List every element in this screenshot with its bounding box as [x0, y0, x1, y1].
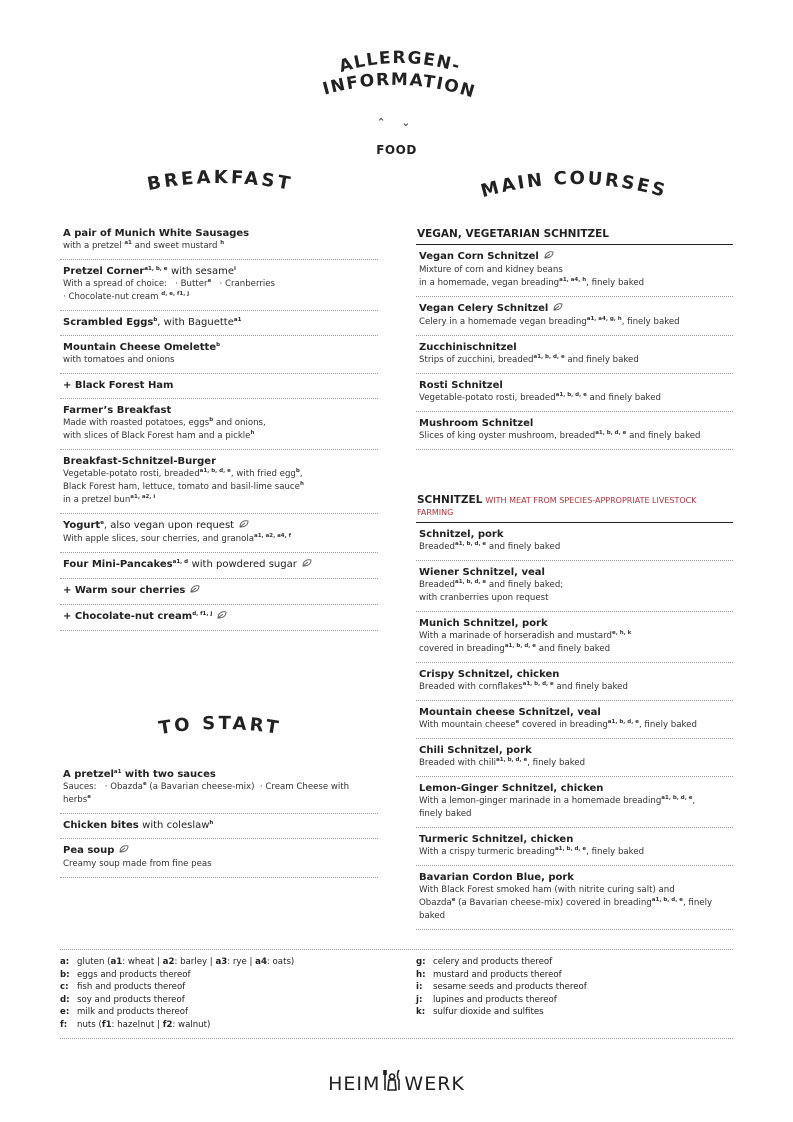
legend-key: c: — [60, 982, 69, 993]
vegan-section — [416, 228, 733, 450]
item-description: Breaded with chili$^{a1, b, d, e}$, finely baked — [419, 757, 586, 768]
chef-figure-icon — [381, 1068, 403, 1092]
breakfast-item — [60, 399, 378, 450]
breakfast-item — [60, 450, 378, 514]
meat-schnitzel-item — [416, 663, 733, 701]
item-description: Breaded with cornflakes$^{a1, b, d, e}$ and finely baked — [419, 681, 628, 692]
legend-key: d: — [60, 994, 70, 1005]
item-name: Four Mini-Pancakes$^{a1, d}$ with powdered sugar — [63, 558, 378, 572]
item-name: Lemon-Ginger Schnitzel, chicken — [419, 783, 604, 794]
meat-section-title: SCHNITZEL WITH MEAT FROM SPECIES-APPROPRIATE LIVESTOCK FARMING — [416, 494, 733, 523]
item-name: + Black Forest Ham — [63, 380, 174, 391]
item-name: Vegan Celery Schnitzel — [419, 302, 733, 316]
item-description: Slices of king oyster mushroom, breaded$^{a1, b, d, e}$ and finely baked — [419, 430, 701, 441]
item-name: A pair of Munich White Sausages — [63, 228, 250, 239]
vegan-schnitzel-item — [416, 412, 733, 450]
allergen-legend — [60, 949, 733, 1039]
legend-entry — [416, 969, 587, 982]
legend-text: sesame seeds and products thereof — [433, 982, 587, 993]
breakfast-item — [60, 260, 378, 311]
legend-entry — [60, 981, 294, 994]
meat-section — [416, 494, 733, 930]
svg-text:MAIN COURSES: MAIN COURSES — [478, 167, 670, 203]
item-name: Crispy Schnitzel, chicken — [419, 669, 560, 680]
breakfast-item — [60, 336, 378, 374]
vegan-section-title: VEGAN, VEGETARIAN SCHNITZEL — [416, 228, 733, 245]
item-description: Vegetable-potato rosti, breaded$^{a1, b, d, e}$ and finely baked — [419, 392, 661, 403]
legend-entry — [60, 1006, 294, 1019]
legend-key: a: — [60, 957, 70, 967]
leaf-icon — [544, 251, 554, 264]
item-description: Strips of zucchini, breaded$^{a1, b, d, e}$ and finely baked — [419, 354, 639, 365]
breakfast-item — [60, 311, 378, 336]
item-description: With a crispy turmeric breading$^{a1, b, d, e}$, finely baked — [419, 846, 645, 857]
legend-entry — [60, 956, 294, 969]
legend-key: i: — [416, 982, 423, 993]
item-description: With apple slices, sour cherries, and granola$^{a1, a2, a4, f}$ — [63, 533, 292, 544]
chevron-icons: ⌃ ⌄ — [376, 116, 417, 129]
vegan-schnitzel-item — [416, 245, 733, 297]
legend-left-column — [60, 956, 294, 1032]
item-description: With a spread of choice: · Butter$^e$ · Cranberries · Chocolate-nut cream $^{d, e, f1, j}$ — [63, 278, 276, 302]
item-name: Farmer’s Breakfast — [63, 405, 172, 416]
item-description: Breaded$^{a1, b, d, e}$ and finely baked — [419, 541, 561, 552]
item-description: with a pretzel $^{a1}$ and sweet mustard $^h$ — [63, 240, 225, 251]
legend-text: soy and products thereof — [77, 994, 185, 1005]
item-name: Mushroom Schnitzel — [419, 418, 534, 429]
legend-key: g: — [416, 957, 426, 967]
legend-text: mustard and products thereof — [433, 969, 562, 980]
legend-key: b: — [60, 969, 70, 980]
leaf-icon — [119, 845, 129, 858]
breakfast-item — [60, 579, 378, 605]
legend-text: nuts (f1: hazelnut | f2: walnut) — [77, 1019, 211, 1030]
breakfast-list — [60, 222, 378, 631]
meat-schnitzel-item — [416, 828, 733, 866]
legend-key: e: — [60, 1007, 70, 1018]
meat-schnitzel-item — [416, 561, 733, 612]
meat-schnitzel-item — [416, 612, 733, 663]
leaf-icon — [217, 611, 227, 624]
title-line-2: INFORMATION — [320, 69, 479, 103]
meat-schnitzel-item — [416, 739, 733, 777]
breakfast-item — [60, 222, 378, 260]
item-name: Turmeric Schnitzel, chicken — [419, 834, 574, 845]
item-name: Zucchinischnitzel — [419, 342, 517, 353]
vegan-schnitzel-item — [416, 374, 733, 412]
legend-key: h: — [416, 969, 426, 980]
starter-item — [60, 814, 378, 839]
leaf-icon — [302, 559, 312, 572]
legend-entry — [60, 1019, 294, 1032]
legend-text: eggs and products thereof — [77, 969, 191, 980]
meat-schnitzel-item — [416, 523, 733, 561]
meat-schnitzel-item — [416, 777, 733, 828]
item-description: Made with roasted potatoes, eggs$^b$ and onions, with slices of Black Forest ham and a pickle$^h$ — [63, 417, 266, 441]
item-name: Bavarian Cordon Blue, pork — [419, 872, 574, 883]
item-description: Celery in a homemade vegan breading$^{a1, a4, g, h}$, finely baked — [419, 316, 680, 327]
title-line-1: ALLERGEN- — [336, 48, 464, 78]
vegan-schnitzel-item — [416, 297, 733, 336]
legend-entry — [416, 1006, 587, 1019]
legend-text: sulfur dioxide and sulfites — [433, 1007, 544, 1018]
meat-section-subtitle: WITH MEAT FROM SPECIES-APPROPRIATE LIVESTOCK FARMING — [417, 496, 697, 517]
meat-schnitzel-item — [416, 701, 733, 739]
starter-item — [60, 763, 378, 814]
breakfast-item — [60, 553, 378, 579]
item-description: With a lemon-ginger marinade in a homemade breading$^{a1, b, d, e}$, finely baked — [419, 795, 696, 819]
item-name: Wiener Schnitzel, veal — [419, 567, 545, 578]
legend-entry — [60, 969, 294, 982]
legend-text: celery and products thereof — [433, 957, 553, 967]
item-name: Breakfast-Schnitzel-Burger — [63, 456, 217, 467]
item-name: Munich Schnitzel, pork — [419, 618, 548, 629]
legend-entry — [416, 981, 587, 994]
legend-entry — [416, 956, 587, 969]
legend-key: f: — [60, 1019, 68, 1030]
legend-key: j: — [416, 994, 423, 1005]
item-name: Scrambled Eggs$^b$, with Baguette$^{a1}$ — [63, 317, 242, 328]
item-description: Vegetable-potato rosti, breaded$^{a1, b, d, e}$, with fried egg$^b$, Black Forest ham, lettuce, tomato and basil-lime sauce$^h$ in a pretzel bun$^{a1, a2, i}$ — [63, 468, 304, 505]
breakfast-item — [60, 514, 378, 553]
item-name: Chicken bites with coleslaw$^h$ — [63, 820, 214, 831]
legend-text: gluten (a1: wheat | a2: barley | a3: rye | a4: oats) — [77, 957, 295, 967]
item-name: A pretzel$^{a1}$ with two sauces — [63, 769, 216, 780]
breakfast-item — [60, 374, 378, 399]
svg-text:TO START: TO START — [157, 712, 283, 740]
starter-item — [60, 839, 378, 878]
item-description: With a marinade of horseradish and mustard$^{e, h, k}$ covered in breading$^{a1, b, d, e}$ and finely baked — [419, 630, 632, 654]
legend-entry — [60, 994, 294, 1007]
item-name: Rosti Schnitzel — [419, 380, 503, 391]
item-description: Creamy soup made from fine peas — [63, 859, 212, 869]
leaf-icon — [190, 585, 200, 598]
legend-text: milk and products thereof — [77, 1007, 189, 1018]
item-name: Yogurt$^e$, also vegan upon request — [63, 519, 378, 533]
item-name: Pretzel Corner$^{a1, b, e}$ with sesame$^i$ — [63, 266, 236, 277]
main-courses-heading — [464, 162, 684, 210]
legend-key: k: — [416, 1007, 426, 1018]
leaf-icon — [553, 303, 563, 316]
breakfast-item — [60, 605, 378, 631]
legend-right-column — [416, 956, 587, 1019]
allergen-information-title — [290, 48, 510, 120]
heimwerk-logo: HEIM WERK — [0, 1068, 793, 1095]
to-start-list — [60, 763, 378, 878]
item-name: Vegan Corn Schnitzel — [419, 250, 733, 264]
section-subtitle: FOOD — [376, 143, 417, 157]
item-description: Mixture of corn and kidney beans in a homemade, vegan breading$^{a1, a4, h}$, finely baked — [419, 265, 645, 288]
item-name: Mountain Cheese Omelette$^b$ — [63, 342, 221, 353]
item-name: Chili Schnitzel, pork — [419, 745, 532, 756]
legend-entry — [416, 994, 587, 1007]
breakfast-heading — [130, 160, 310, 200]
item-name: + Chocolate-nut cream$^{d, f1, j}$ — [63, 610, 378, 624]
legend-text: lupines and products thereof — [433, 994, 557, 1005]
legend-text: fish and products thereof — [77, 982, 186, 993]
item-name: Mountain cheese Schnitzel, veal — [419, 707, 601, 718]
meat-list — [416, 523, 733, 930]
vegan-list — [416, 245, 733, 450]
item-name: + Warm sour cherries — [63, 584, 378, 598]
item-description: Breaded$^{a1, b, d, e}$ and finely baked; with cranberries upon request — [419, 579, 564, 603]
item-name: Schnitzel, pork — [419, 529, 504, 540]
svg-text:BREAKFAST: BREAKFAST — [145, 166, 295, 196]
vegan-schnitzel-item — [416, 336, 733, 374]
meat-schnitzel-item — [416, 866, 733, 930]
item-description: Sauces: · Obazda$^e$ (a Bavarian cheese-mix) · Cream Cheese with herbs$^e$ — [63, 781, 350, 805]
leaf-icon — [239, 520, 249, 533]
to-start-heading — [140, 704, 300, 744]
item-description: with tomatoes and onions — [63, 355, 175, 365]
item-description: With mountain cheese$^e$ covered in breading$^{a1, b, d, e}$, finely baked — [419, 719, 697, 730]
item-description: With Black Forest smoked ham (with nitrite curing salt) and Obazda$^e$ (a Bavarian cheese-mix) covered in breading$^{a1, b, d, e}$, finely baked — [419, 885, 713, 921]
item-name: Pea soup — [63, 844, 378, 858]
